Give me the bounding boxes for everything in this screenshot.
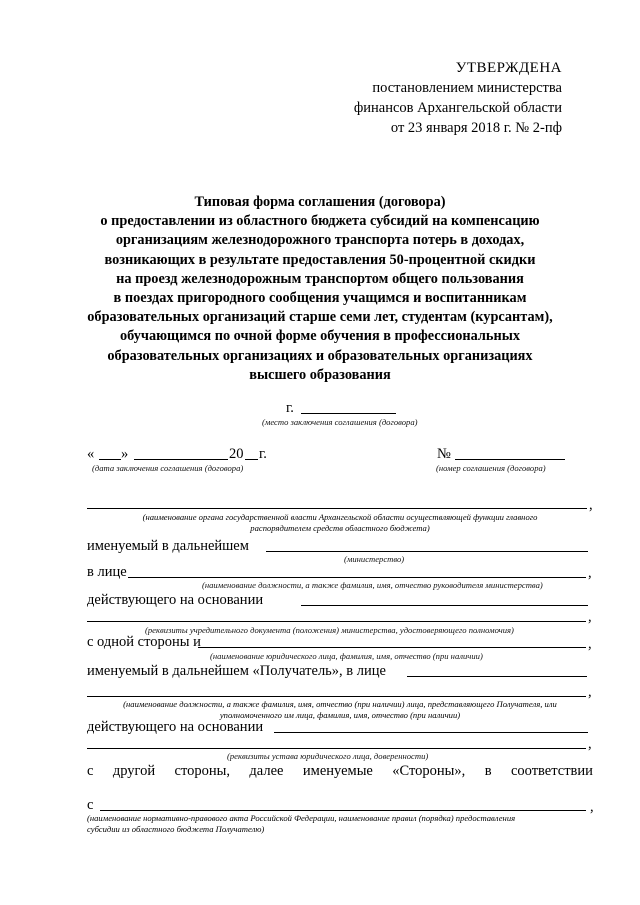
comma: ,: [589, 497, 593, 513]
minister-position-field[interactable]: [128, 577, 586, 578]
place-hint: (место заключения соглашения (договора): [262, 417, 418, 427]
date-open-quote: «: [87, 446, 95, 462]
comma: ,: [588, 636, 592, 652]
named-label: именуемый в дальнейшем: [87, 538, 249, 554]
with-label: с: [87, 797, 94, 813]
recipient-rep-hint-line: (наименование должности, а также фамилия, имя, отчество (при наличии) лица, представляющего Получателя, или: [123, 699, 557, 709]
recipient-rep-hint: [87, 699, 593, 721]
recipient-charter-hint: (реквизиты устава юридического лица, доверенности): [227, 751, 429, 761]
approval-line-1: постановлением министерства: [372, 80, 562, 96]
number-field[interactable]: [455, 459, 565, 460]
authority-hint: [87, 512, 593, 534]
title-line: образовательных организациях и образовательных организациях: [107, 347, 533, 364]
position-hint: (наименование должности, а также фамилия, имя, отчество руководителя министерства): [202, 580, 543, 590]
document-title: [60, 193, 580, 385]
other-side-sentence: [87, 763, 593, 780]
authority-hint-line: (наименование органа государственной власти Архангельской области осуществляющей функции главного: [142, 512, 538, 522]
approval-line-2: финансов Архангельской области: [353, 100, 562, 116]
charter-hint: (реквизиты учредительного документа (положения) министерства, удостоверяющего полномочия): [145, 625, 514, 635]
place-field[interactable]: [301, 413, 396, 414]
date-month-field[interactable]: [134, 459, 228, 460]
date-day-field[interactable]: [99, 459, 121, 460]
title-line: Типовая форма соглашения (договора): [194, 194, 446, 210]
authority-field[interactable]: [87, 508, 587, 509]
legal-act-hint: [87, 813, 593, 835]
legal-entity-field[interactable]: [198, 647, 586, 648]
ministry-hint: (министерство): [344, 554, 405, 564]
legal-act-hint-line: субсидии из областного бюджета Получателю): [87, 824, 265, 834]
date-year-prefix: 20: [229, 446, 244, 462]
date-year-suffix: г.: [259, 446, 267, 462]
word: в: [484, 763, 492, 779]
ministry-field[interactable]: [266, 551, 588, 552]
one-side-label: с одной стороны и: [87, 634, 201, 650]
legal-entity-hint: (наименование юридического лица, фамилия, имя, отчество (при наличии): [210, 651, 483, 661]
title-line: в поездах пригородного сообщения учащимся и воспитанникам: [113, 290, 527, 307]
recipient-rep-field[interactable]: [407, 676, 587, 677]
title-line: о предоставлении из областного бюджета субсидий на компенсацию: [100, 213, 540, 230]
recipient-charter-field-line-2[interactable]: [87, 748, 586, 749]
approval-block: [354, 58, 562, 138]
title-line: организациям железнодорожного транспорта потерь в доходах,: [115, 232, 525, 249]
recipient-rep-field-line-2[interactable]: [87, 696, 586, 697]
number-prefix: №: [437, 446, 451, 462]
acting-label-2: действующего на основании: [87, 719, 264, 735]
approval-heading: УТВЕРЖДЕНА: [455, 60, 562, 76]
charter-field[interactable]: [301, 605, 588, 606]
place-prefix: г.: [286, 400, 294, 416]
comma: ,: [588, 684, 592, 700]
word: соответствии: [510, 763, 593, 779]
recipient-label: именуемый в дальнейшем «Получатель», в лице: [87, 663, 386, 679]
in-person-label: в лице: [87, 564, 127, 580]
title-line: образовательных организаций старше семи лет, студентам (курсантам),: [87, 309, 553, 326]
word: именуемые: [302, 763, 373, 779]
approval-line-3: от 23 января 2018 г. № 2-пф: [390, 120, 562, 136]
comma: ,: [590, 799, 594, 815]
comma: ,: [588, 609, 592, 625]
comma: ,: [588, 565, 592, 581]
recipient-rep-hint-line: уполномоченного им лица, фамилия, имя, отчество (при наличии): [219, 710, 461, 720]
acting-label: действующего на основании: [87, 592, 264, 608]
recipient-charter-field[interactable]: [274, 732, 588, 733]
word: далее: [249, 763, 284, 779]
date-hint: (дата заключения соглашения (договора): [92, 463, 244, 473]
title-line: на проезд железнодорожным транспортом общего пользования: [116, 270, 524, 287]
title-line: высшего образования: [249, 366, 391, 383]
title-line: возникающих в результате предоставления 50-процентной скидки: [104, 251, 536, 268]
title-line: обучающимся по очной форме обучения в профессиональных: [119, 328, 521, 345]
word: «Стороны»,: [392, 763, 466, 779]
authority-hint-line: распорядителем средств областного бюджета): [250, 523, 430, 533]
charter-field-line-2[interactable]: [87, 621, 586, 622]
number-hint: (номер соглашения (договора): [436, 463, 546, 473]
word: стороны,: [174, 763, 231, 779]
word: другой: [112, 763, 156, 779]
legal-act-hint-line: (наименование нормативно-правового акта Российской Федерации, наименование правил (порядка) предоставления: [87, 813, 516, 823]
comma: ,: [588, 736, 592, 752]
date-close-quote: »: [121, 446, 129, 462]
date-year-field[interactable]: [245, 459, 258, 460]
legal-act-field[interactable]: [100, 810, 586, 811]
word: с: [87, 763, 94, 779]
